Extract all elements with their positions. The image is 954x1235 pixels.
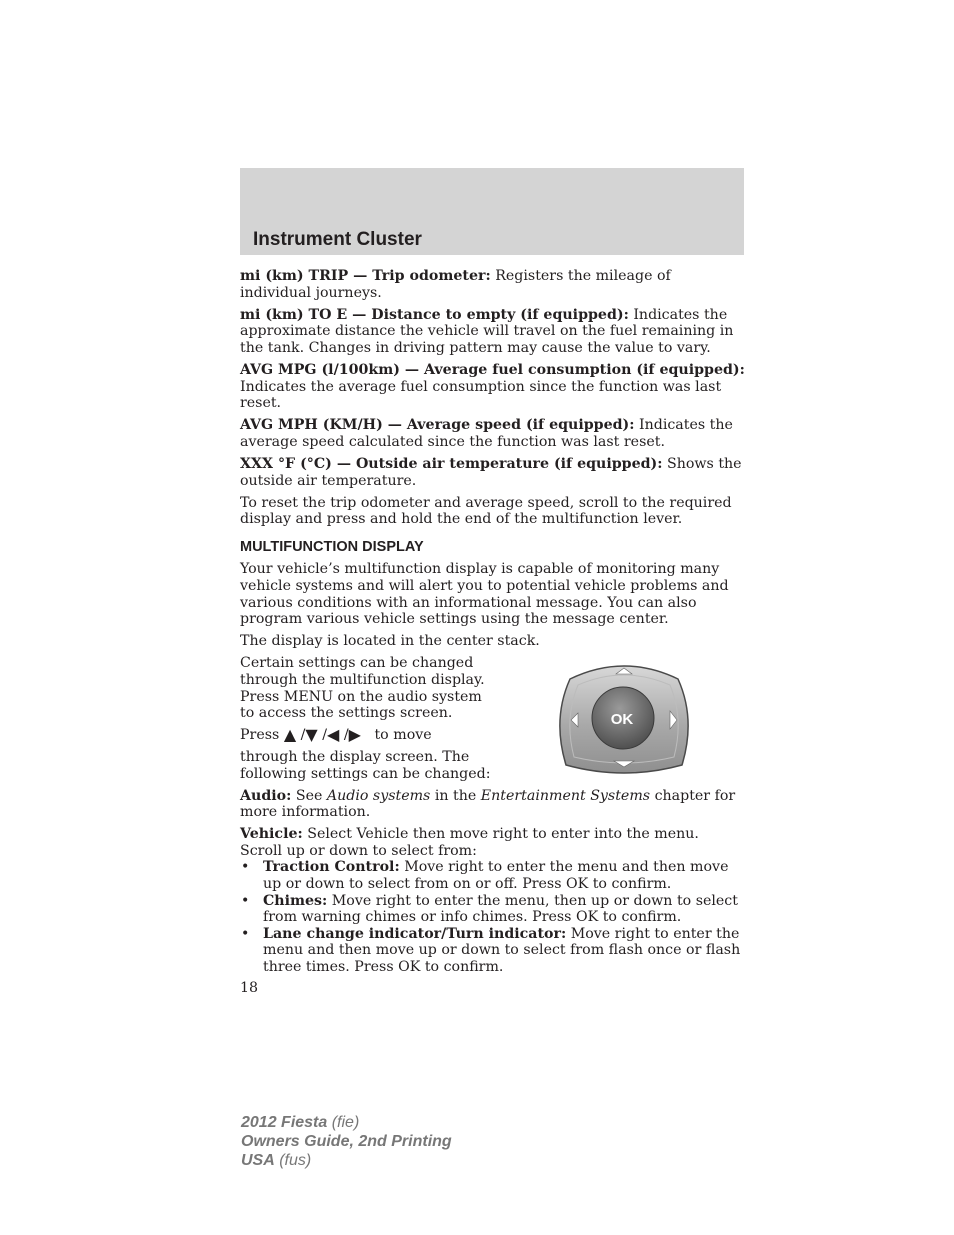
item-desc: Indicates the average speed calculated since the function was last reset.	[240, 417, 733, 450]
footer-model: 2012 Fiesta	[241, 1114, 328, 1131]
item-avg-speed	[240, 417, 745, 450]
separator: /	[317, 726, 328, 743]
list-item	[240, 859, 745, 892]
audio-text: See	[291, 787, 327, 804]
item-distance-to-empty	[240, 307, 745, 357]
reset-paragraph: To reset the trip odometer and average speed, scroll to the required display and press and hold the end of the multifunction lever.	[240, 494, 732, 528]
bullet-icon: •	[241, 892, 250, 909]
item-trip-odometer	[240, 268, 745, 301]
entertainment-systems-ref: Entertainment Systems	[480, 787, 651, 804]
footer-line-1	[241, 1113, 452, 1132]
press-label: Press	[240, 726, 280, 743]
settings-text: Certain settings can be changed through the multifunction display. Press MENU on the audio system to access the settings screen.	[240, 655, 485, 722]
vehicle-settings-list	[240, 859, 745, 975]
audio-term: Audio:	[240, 787, 292, 804]
item-term: mi (km) TRIP — Trip odometer:	[240, 268, 491, 284]
ok-button-control-illustration	[554, 657, 694, 777]
bullet-icon: •	[241, 925, 250, 942]
list-item-desc: Move right to enter the menu and then move up or down to select from flash once or flash three times. Press OK to confirm.	[263, 925, 741, 975]
item-term: mi (km) TO E — Distance to empty (if equipped):	[240, 306, 629, 323]
item-term: AVG MPG (l/100km) — Average fuel consumption (if equipped):	[240, 361, 745, 378]
list-item	[240, 926, 745, 976]
footer-line-2	[241, 1132, 452, 1151]
item-desc: Indicates the approximate distance the vehicle will travel on the fuel remaining in the tank. Changes in driving pattern may cause the value to vary.	[240, 306, 734, 356]
settings-block	[240, 655, 745, 782]
right-arrow-icon: ▶	[348, 724, 361, 744]
vehicle-term: Vehicle:	[240, 826, 303, 843]
item-desc: Registers the mileage of individual journeys.	[240, 268, 671, 301]
to-move-label: to move	[374, 726, 432, 743]
vehicle-desc: Select Vehicle then move right to enter into the menu. Scroll up or down to select from:	[240, 826, 699, 859]
item-outside-temp	[240, 456, 745, 489]
multifunction-intro: Your vehicle’s multifunction display is capable of monitoring many vehicle systems and will alert you to potential vehicle problems and various conditions with an informational message. You can also program various vehicle settings using the message center.	[240, 561, 729, 628]
footer	[241, 1113, 452, 1170]
audio-text: in the	[430, 787, 481, 804]
list-item-desc: Move right to enter the menu and then move up or down to select from on or off. Press OK to confirm.	[263, 859, 729, 892]
footer-code: (fie)	[327, 1114, 360, 1131]
up-arrow-icon: ▲	[283, 724, 297, 744]
item-avg-fuel	[240, 362, 745, 412]
footer-code: (fus)	[274, 1152, 312, 1169]
item-term: AVG MPH (KM/H) — Average speed (if equipped):	[240, 417, 635, 434]
separator: /	[339, 726, 349, 743]
list-item-desc: Move right to enter the menu, then up or down to select from warning chimes or info chimes. Press OK to confirm.	[263, 892, 738, 926]
display-location: The display is located in the center stack.	[240, 633, 540, 650]
list-item-term: Traction Control:	[263, 859, 400, 876]
section-header-band	[240, 168, 744, 255]
separator: /	[296, 726, 306, 743]
footer-guide: Owners Guide, 2nd Printing	[241, 1133, 452, 1150]
bullet-icon: •	[241, 859, 250, 876]
item-desc: Indicates the average fuel consumption since the function was last reset.	[240, 378, 722, 412]
item-term: XXX °F (°C) — Outside air temperature (if equipped):	[240, 455, 663, 472]
ok-label: OK	[610, 711, 634, 729]
footer-region: USA	[241, 1152, 275, 1169]
through-text: through the display screen. The following settings can be changed:	[240, 749, 491, 782]
list-item-term: Chimes:	[263, 892, 328, 909]
item-desc: Shows the outside air temperature.	[240, 455, 742, 489]
list-item	[240, 893, 745, 926]
audio-paragraph	[240, 788, 745, 821]
section-title: Instrument Cluster	[253, 229, 422, 250]
left-arrow-icon: ◀	[327, 724, 340, 744]
list-item-term: Lane change indicator/Turn indicator:	[263, 925, 567, 942]
down-arrow-icon: ▼	[305, 724, 318, 744]
audio-text: chapter for more information.	[240, 787, 736, 821]
press-arrows-line	[240, 724, 500, 744]
audio-systems-ref: Audio systems	[326, 787, 431, 804]
settings-text-column	[240, 655, 500, 782]
vehicle-paragraph	[240, 826, 745, 859]
page-content	[240, 268, 745, 996]
multifunction-heading: MULTIFUNCTION DISPLAY	[240, 538, 424, 555]
page-number: 18	[240, 979, 259, 996]
footer-line-3	[241, 1151, 452, 1170]
